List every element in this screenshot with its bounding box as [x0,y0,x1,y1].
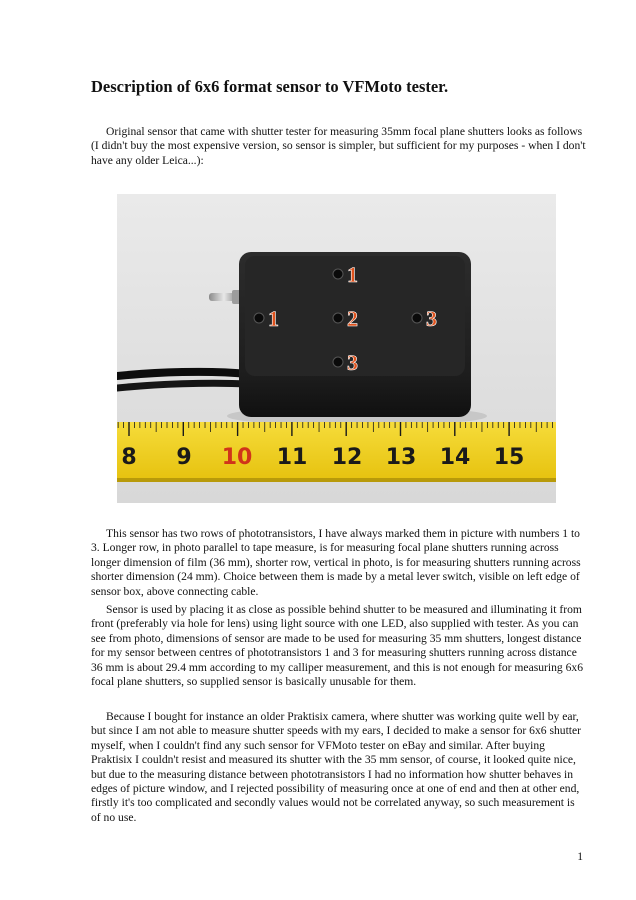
sensor-label-3-vertical: 3 [347,350,358,375]
sensor-photo [117,194,556,503]
sensor-photo-drawing [117,194,556,503]
phototransistor-3-vertical [333,357,343,367]
paragraph-intro: Original sensor that came with shutter tester for measuring 35mm focal plane shutters looks as follows (I didn't buy the most expensive version, so sensor is simpler, but sufficient for my purposes - when I don't have any older Leica...): [91,125,586,167]
sensor-label-3-horizontal: 3 [426,306,437,331]
cable [117,372,249,376]
tape-number-12: 12 [331,445,363,470]
tape-number-14: 14 [439,445,471,470]
tape-number-10: 10 [221,445,253,470]
phototransistor-2 [333,313,343,323]
tape-number-11: 11 [276,445,308,470]
phototransistor-3-horizontal [412,313,422,323]
tape-number-13: 13 [385,445,417,470]
sensor-label-1-vertical: 1 [347,262,358,287]
tape-number-9: 9 [176,445,192,470]
paragraph-praktisix: Because I bought for instance an older Praktisix camera, where shutter was working quite well by ear, but since I am not able to measure shutter speeds with my ears, I decided to make a sensor for 6x6 shutter myself, when I couldn't find any such sensor for VFMoto tester on eBay and similar. After buying Praktisix I couldn't resist and measured its shutter with the 35 mm sensor, of course, it looked quite nice, but due to the measuring distance between phototransistors I had no information how shutter behaves in edges of picture window, and I rejected possibility of measuring once at one of end and then at other end, firstly it's too complicated and secondly values would not be correlated anyway, so such measurement is of no use. [91,710,582,824]
tape-edge [117,478,556,482]
paragraph-sensor-rows: This sensor has two rows of phototransistors, I have always marked them in picture with numbers 1 to 3. Longer row, in photo parallel to tape measure, is for measuring focal plane shutters running across longer dimension of film (36 mm), shorter row, vertical in photo, is for measuring shutters running across shorter dimension (24 mm). Choice between them is made by a metal lever switch, visible on left edge of sensor box, above connecting cable. [91,527,581,598]
page-title: Description of 6x6 format sensor to VFMoto tester. [91,77,449,96]
phototransistor-1-vertical [333,269,343,279]
tape-number-15: 15 [493,445,525,470]
tape-number-8: 8 [121,445,137,470]
sensor-label-2: 2 [347,306,358,331]
phototransistor-1-horizontal [254,313,264,323]
paragraph-sensor-usage: Sensor is used by placing it as close as possible behind shutter to be measured and illuminating it from front (preferably via hole for lens) using light source with one LED, also supplied with tester. As you can see from photo, dimensions of sensor are made to be used for measuring 35 mm shutters, longest distance for my sensor between centres of phototransistors 1 and 3 for measuring shutters running across distance 36 mm is about 29.4 mm according to my calliper measurement, and this is not enough for measuring 6x6 focal plane shutters, so supplied sensor is basically unusable for them. [91,603,583,689]
sensor-label-1-horizontal: 1 [268,306,279,331]
page-number: 1 [577,850,583,863]
